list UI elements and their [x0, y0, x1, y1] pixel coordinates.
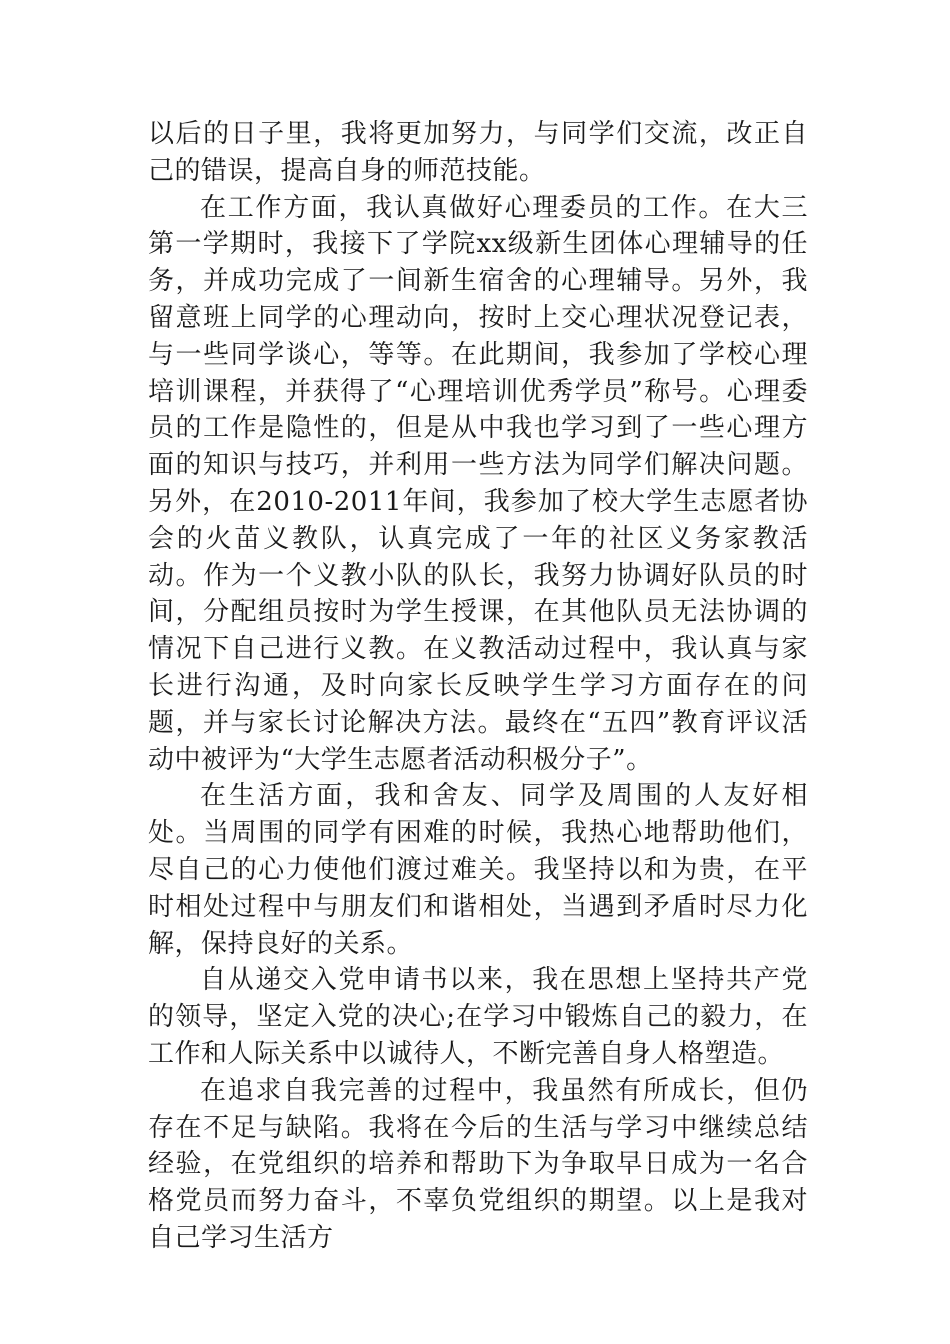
paragraph-self-improvement: 在追求自我完善的过程中，我虽然有所成长，但仍存在不足与缺陷。我将在今后的生活与学习中继续总结经验，在党组织的培养和帮助下为争取早日成为一名合格党员而努力奋斗，不辜负党组织的期望。以上是我对自己学习生活方	[148, 1075, 808, 1253]
document-body	[148, 116, 808, 1257]
paragraph-continued: 以后的日子里，我将更加努力，与同学们交流，改正自己的错误，提高自身的师范技能。	[148, 119, 808, 186]
paragraph-party: 自从递交入党申请书以来，我在思想上坚持共产党的领导，坚定入党的决心;在学习中锻炼自己的毅力，在工作和人际关系中以诚待人，不断完善自身人格塑造。	[148, 965, 808, 1069]
paragraph-work: 在工作方面，我认真做好心理委员的工作。在大三第一学期时，我接下了学院xx级新生团体心理辅导的任务，并成功完成了一间新生宿舍的心理辅导。另外，我留意班上同学的心理动向，按时上交心理状况登记表，与一些同学谈心，等等。在此期间，我参加了学校心理培训课程，并获得了“心理培训优秀学员”称号。心理委员的工作是隐性的，但是从中我也学习到了一些心理方面的知识与技巧，并利用一些方法为同学们解决问题。另外，在2010-2011年间，我参加了校大学生志愿者协会的火苗义教队，认真完成了一年的社区义务家教活动。作为一个义教小队的队长，我努力协调好队员的时间，分配组员按时为学生授课，在其他队员无法协调的情况下自己进行义教。在义教活动过程中，我认真与家长进行沟通，及时向家长反映学生学习方面存在的问题，并与家长讨论解决方法。最终在“五四”教育评议活动中被评为“大学生志愿者活动积极分子”。	[148, 192, 808, 775]
paragraph-life: 在生活方面，我和舍友、同学及周围的人友好相处。当周围的同学有困难的时候，我热心地帮助他们，尽自己的心力使他们渡过难关。我坚持以和为贵，在平时相处过程中与朋友们和谐相处，当遇到矛盾时尽力化解，保持良好的关系。	[148, 781, 808, 959]
